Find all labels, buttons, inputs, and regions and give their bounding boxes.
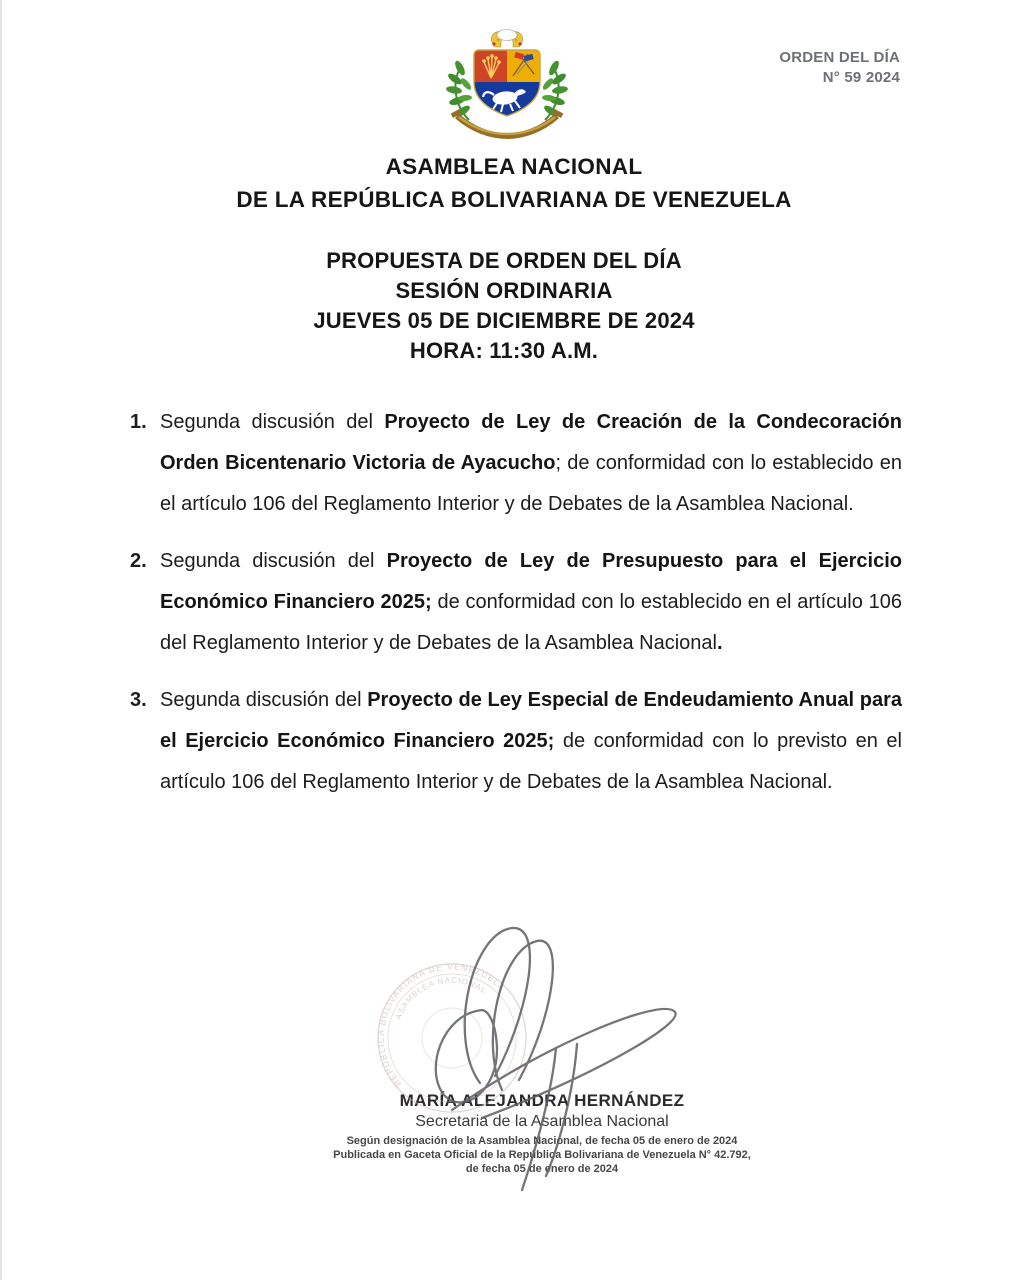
- agenda-item-number: 1.: [130, 411, 147, 433]
- agenda-item-text-regular: ; de conformidad con lo establecido en el artículo 106 del Reglamento Interior y de Debates de la Asamblea Nacional.: [160, 452, 902, 515]
- agenda-item-text-regular: Segunda discusión del: [160, 411, 385, 433]
- document-reference: [779, 48, 900, 88]
- signature-note-line2: Publicada en Gaceta Oficial de la República Bolivariana de Venezuela N° 42.792,: [333, 1149, 751, 1161]
- agenda-item-number: 3.: [130, 689, 147, 711]
- institution-line1: ASAMBLEA NACIONAL: [385, 154, 643, 179]
- agenda-item-text-bold: .: [717, 632, 723, 654]
- agenda-item-text-bold: Proyecto de Ley de Creación de la Condecoración Orden Bicentenario Victoria de Ayacucho: [160, 411, 902, 474]
- institution-name: [64, 150, 964, 216]
- session-title: PROPUESTA DE ORDEN DEL DÍA: [326, 248, 682, 273]
- session-date: JUEVES 05 DE DICIEMBRE DE 2024: [313, 308, 695, 333]
- agenda-item-1: [130, 402, 902, 525]
- agenda-item-number: 2.: [130, 550, 147, 572]
- agenda-item-text-regular: de conformidad con lo previsto en el artículo 106 del Reglamento Interior y de Debates de la Asamblea Nacional.: [160, 730, 902, 793]
- svg-text:REPÚBLICA BOLIVARIANA DE VENEZ: [356, 944, 527, 1091]
- agenda-item-text-bold: Proyecto de Ley Especial de Endeudamiento Anual para el Ejercicio Económico Financiero 2025;: [160, 689, 902, 752]
- signature-note-line3: de fecha 05 de enero de 2024: [465, 1163, 619, 1175]
- session-type: SESIÓN ORDINARIA: [395, 278, 613, 303]
- agenda-item-text-regular: de conformidad con lo establecido en el artículo 106 del Reglamento Interior y de Debates de la Asamblea Nacional: [160, 591, 902, 654]
- institution-line2: DE LA REPÚBLICA BOLIVARIANA DE VENEZUELA: [236, 187, 792, 212]
- session-time: HORA: 11:30 A.M.: [409, 338, 599, 363]
- shield: [474, 50, 540, 118]
- agenda-item-3: [130, 680, 902, 803]
- venezuela-coat-of-arms-icon: [439, 26, 575, 142]
- svg-text:ASAMBLEA NACIONAL: [386, 963, 490, 1024]
- cornucopias-icon: [491, 30, 522, 48]
- agenda-item-text-bold: Proyecto de Ley de Presupuesto para el Ejercicio Económico Financiero 2025;: [160, 550, 902, 613]
- stamp-inner-text: ASAMBLEA NACIONAL: [393, 975, 489, 1021]
- agenda-item-text-regular: Segunda discusión del: [160, 550, 387, 572]
- agenda-item-2: [130, 541, 902, 664]
- agenda-item-text-regular: Segunda discusión del: [160, 689, 368, 711]
- signer-name: MARÍA ALEJANDRA HERNÁNDEZ: [399, 1091, 685, 1110]
- agenda-list: [130, 402, 902, 819]
- document-reference-number: N° 59 2024: [822, 69, 900, 86]
- document-reference-title: ORDEN DEL DÍA: [779, 49, 900, 66]
- session-heading: [64, 246, 944, 366]
- signature-block: [322, 1090, 762, 1176]
- signer-role: Secretaria de la Asamblea Nacional: [415, 1113, 669, 1130]
- signature-note-line1: Según designación de la Asamblea Nacional, de fecha 05 de enero de 2024: [346, 1135, 738, 1147]
- stamp-outer-text: REPÚBLICA BOLIVARIANA DE VENEZUELA: [375, 961, 508, 1089]
